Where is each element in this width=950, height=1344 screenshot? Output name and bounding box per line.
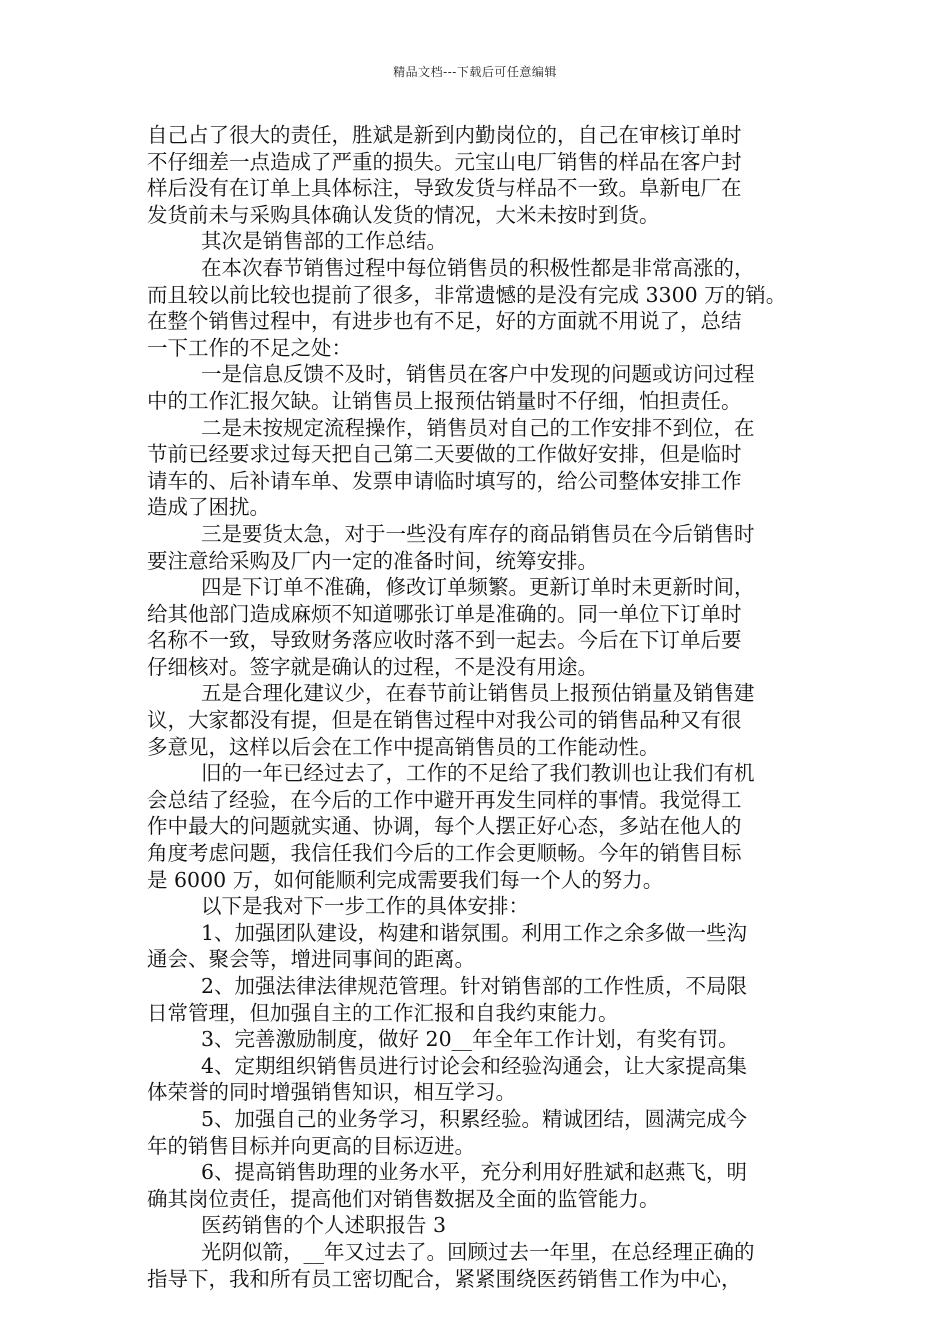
text-line: 在整个销售过程中，有进步也有不足，好的方面就不用说了，总结 [147, 309, 742, 334]
text-line: 自己占了很大的责任，胜斌是新到内勤岗位的，自己在审核订单时 [147, 123, 742, 147]
text-line: 光阴似箭，__年又过去了。回顾过去一年里，在总经理正确的 [201, 1239, 755, 1264]
text-line: 2、加强法律法律规范管理。针对销售部的工作性质，不局限 [201, 974, 748, 998]
text-line: 请车的、后补请车单、发票申请临时填写的，给公司整体安排工作 [147, 468, 742, 493]
text-line: 角度考虑问题，我信任我们今后的工作会更顺畅。今年的销售目标 [147, 841, 742, 866]
text-line: 旧的一年已经过去了，工作的不足给了我们教训也让我们有机 [201, 761, 755, 786]
text-line: 中的工作汇报欠缺。让销售员上报预估销量时不仔细，怕担责任。 [147, 388, 742, 413]
text-line: 确其岗位责任，提高他们对销售数据及全面的监管能力。 [147, 1186, 660, 1211]
text-line: 在本次春节销售过程中每位销售员的积极性都是非常高涨的， [201, 255, 755, 280]
text-line: 不仔细差一点造成了严重的损失。元宝山电厂销售的样品在客户封 [147, 149, 742, 174]
text-line: 三是要货太急，对于一些没有库存的商品销售员在今后销售时 [201, 521, 755, 546]
text-line: 节前已经要求过每天把自己第二天要做的工作做好安排，但是临时 [147, 442, 742, 467]
text-line: 样后没有在订单上具体标注，导致发货与样品不一致。阜新电厂在 [147, 176, 742, 201]
text-line: 仔细核对。签字就是确认的过程，不是没有用途。 [147, 654, 598, 679]
text-line: 其次是销售部的工作总结。 [201, 229, 447, 254]
text-line: 议，大家都没有提，但是在销售过程中对我公司的销售品种又有很 [147, 708, 742, 733]
text-line: 1、加强团队建设，构建和谐氛围。利用工作之余多做一些沟 [201, 920, 748, 945]
text-line: 指导下，我和所有员工密切配合，紧紧围绕医药销售工作为中心， [147, 1266, 742, 1291]
text-line: 通会、聚会等，增进同事间的距离。 [147, 947, 475, 972]
text-line: 发货前未与采购具体确认发货的情况，大米未按时到货。 [147, 202, 660, 227]
text-line: 会总结了经验，在今后的工作中避开再发生同样的事情。我觉得工 [147, 787, 742, 812]
text-line: 日常管理，但加强自主的工作汇报和自我约束能力。 [147, 1000, 619, 1025]
text-line: 四是下订单不准确，修改订单频繁。更新订单时未更新时间， [201, 575, 755, 600]
document-body [147, 122, 833, 1292]
text-line: 作中最大的问题就实通、协调，每个人摆正好心态，多站在他人的 [147, 814, 742, 839]
text-line: 二是未按规定流程操作，销售员对自己的工作安排不到位，在 [201, 415, 755, 440]
text-line: 年的销售目标并向更高的目标迈进。 [147, 1133, 475, 1158]
text-line: 一下工作的不足之处： [147, 335, 352, 360]
text-line: 4、定期组织销售员进行讨论会和经验沟通会，让大家提高集 [201, 1053, 748, 1078]
text-line: 一是信息反馈不及时，销售员在客户中发现的问题或访问过程 [201, 362, 755, 387]
text-line: 而且较以前比较也提前了很多，非常遗憾的是没有完成 3300 万的销。 [147, 282, 787, 307]
text-line: 体荣誉的同时增强销售知识，相互学习。 [147, 1080, 516, 1105]
text-line: 以下是我对下一步工作的具体安排： [201, 894, 529, 919]
text-line: 是 6000 万，如何能顺利完成需要我们每一个人的努力。 [147, 867, 664, 892]
text-line: 3、完善激励制度，做好 20__年全年工作计划，有奖有罚。 [201, 1027, 739, 1052]
text-line: 6、提高销售助理的业务水平，充分利用好胜斌和赵燕飞，明 [201, 1160, 748, 1185]
text-line: 5、加强自己的业务学习，积累经验。精诚团结，圆满完成今 [201, 1106, 748, 1131]
text-line: 要注意给采购及厂内一定的准备时间，统筹安排。 [147, 548, 598, 573]
text-line: 五是合理化建议少，在春节前让销售员上报预估销量及销售建 [201, 681, 755, 706]
page-header: 精品文档---下载后可任意编辑 [393, 65, 557, 79]
text-line: 造成了困扰。 [147, 495, 270, 520]
text-line: 医药销售的个人述职报告 3 [201, 1213, 447, 1238]
text-line: 多意见，这样以后会在工作中提高销售员的工作能动性。 [147, 734, 660, 759]
text-line: 给其他部门造成麻烦不知道哪张订单是准确的。同一单位下订单时 [147, 601, 742, 626]
text-line: 名称不一致，导致财务落应收时落不到一起去。今后在下订单后要 [147, 628, 742, 653]
